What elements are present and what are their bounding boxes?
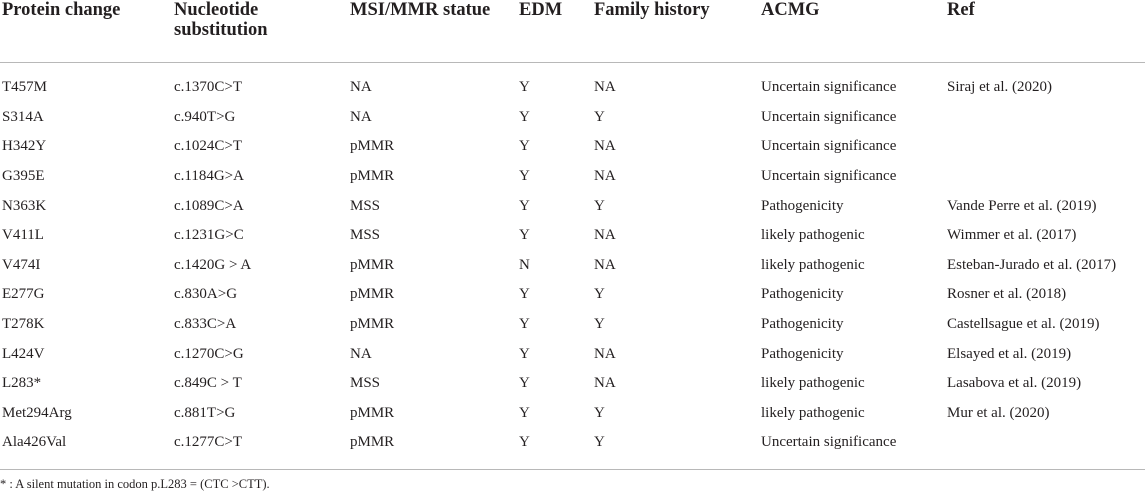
cell-acmg: likely pathogenic xyxy=(761,227,865,244)
cell-acmg: Pathogenicity xyxy=(761,286,844,303)
cell-acmg: likely pathogenic xyxy=(761,375,865,392)
cell-nucleotide: c.940T>G xyxy=(174,108,236,125)
cell-family-history: NA xyxy=(594,227,616,244)
cell-edm: Y xyxy=(519,227,530,244)
cell-ref xyxy=(947,428,1145,458)
cell-nucleotide: c.1089C>A xyxy=(174,197,244,214)
cell-family-history: NA xyxy=(594,168,616,185)
cell-edm: N xyxy=(519,256,530,273)
cell-nucleotide: c.1420G > A xyxy=(174,256,252,273)
cell-msi-mmr: pMMR xyxy=(350,286,395,303)
cell-msi-mmr: NA xyxy=(350,79,372,96)
header-protein-change: Protein change xyxy=(2,0,121,20)
cell-edm: Y xyxy=(519,79,530,96)
cell-nucleotide: c.1277C>T xyxy=(174,434,243,451)
cell-edm: Y xyxy=(519,345,530,362)
cell-msi-mmr: pMMR xyxy=(350,138,395,155)
cell-msi-mmr: NA xyxy=(350,108,372,125)
cell-ref: Castellsague et al. (2019) xyxy=(947,316,1100,333)
cell-msi-mmr: pMMR xyxy=(350,404,395,421)
cell-ref: Elsayed et al. (2019) xyxy=(947,345,1072,362)
cell-ref xyxy=(947,132,1145,162)
cell-edm: Y xyxy=(519,168,530,185)
table-row xyxy=(0,221,1145,251)
table-row xyxy=(0,162,1145,192)
cell-family-history: Y xyxy=(594,434,605,451)
header-edm: EDM xyxy=(519,0,563,20)
cell-acmg: Pathogenicity xyxy=(761,316,844,333)
cell-ref xyxy=(947,162,1145,192)
table-header xyxy=(0,0,1145,63)
cell-acmg: Pathogenicity xyxy=(761,197,844,214)
cell-edm: Y xyxy=(519,286,530,303)
cell-edm: Y xyxy=(519,197,530,214)
cell-family-history: Y xyxy=(594,404,605,421)
cell-family-history: NA xyxy=(594,345,616,362)
cell-acmg: Uncertain significance xyxy=(761,108,897,125)
cell-msi-mmr: pMMR xyxy=(350,434,395,451)
table-bottom-rule xyxy=(0,469,1145,470)
header-msi-mmr-statue: MSI/MMR statue xyxy=(350,0,491,20)
cell-edm: Y xyxy=(519,404,530,421)
cell-nucleotide: c.830A>G xyxy=(174,286,238,303)
cell-nucleotide: c.881T>G xyxy=(174,404,236,421)
cell-protein-change: V411L xyxy=(2,227,44,244)
cell-nucleotide: c.849C > T xyxy=(174,375,242,392)
cell-nucleotide: c.833C>A xyxy=(174,316,237,333)
cell-protein-change: S314A xyxy=(2,108,44,125)
cell-ref: Siraj et al. (2020) xyxy=(947,79,1052,96)
cell-msi-mmr: MSS xyxy=(350,197,381,214)
cell-acmg: Uncertain significance xyxy=(761,168,897,185)
header-nucleotide-substitution: Nucleotide substitution xyxy=(174,0,268,40)
cell-protein-change: Met294Arg xyxy=(2,404,72,421)
cell-edm: Y xyxy=(519,138,530,155)
cell-ref: Wimmer et al. (2017) xyxy=(947,227,1077,244)
table-footnote: * : A silent mutation in codon p.L283 = (CTC >CTT). xyxy=(0,477,270,491)
header-acmg: ACMG xyxy=(761,0,820,20)
table-row xyxy=(0,280,1145,310)
cell-protein-change: H342Y xyxy=(2,138,47,155)
cell-family-history: Y xyxy=(594,286,605,303)
cell-nucleotide: c.1024C>T xyxy=(174,138,243,155)
cell-edm: Y xyxy=(519,316,530,333)
cell-protein-change: N363K xyxy=(2,197,47,214)
cell-msi-mmr: NA xyxy=(350,345,372,362)
cell-acmg: likely pathogenic xyxy=(761,256,865,273)
cell-acmg: Pathogenicity xyxy=(761,345,844,362)
header-family-history: Family history xyxy=(594,0,710,20)
header-row xyxy=(0,0,1145,63)
cell-protein-change: Ala426Val xyxy=(2,434,67,451)
cell-family-history: NA xyxy=(594,138,616,155)
cell-msi-mmr: MSS xyxy=(350,227,381,244)
cell-ref: Rosner et al. (2018) xyxy=(947,286,1067,303)
table-row xyxy=(0,191,1145,221)
cell-family-history: Y xyxy=(594,197,605,214)
cell-acmg: likely pathogenic xyxy=(761,404,865,421)
cell-family-history: NA xyxy=(594,256,616,273)
table-row xyxy=(0,63,1145,103)
cell-family-history: NA xyxy=(594,375,616,392)
cell-edm: Y xyxy=(519,108,530,125)
cell-nucleotide: c.1270C>G xyxy=(174,345,244,362)
cell-edm: Y xyxy=(519,434,530,451)
table-row xyxy=(0,310,1145,340)
cell-protein-change: L424V xyxy=(2,345,45,362)
cell-protein-change: V474I xyxy=(2,256,41,273)
cell-ref: Esteban-Jurado et al. (2017) xyxy=(947,256,1117,273)
cell-msi-mmr: pMMR xyxy=(350,256,395,273)
cell-nucleotide: c.1231G>C xyxy=(174,227,244,244)
table-row xyxy=(0,103,1145,133)
cell-edm: Y xyxy=(519,375,530,392)
cell-msi-mmr: MSS xyxy=(350,375,381,392)
cell-family-history: Y xyxy=(594,316,605,333)
cell-family-history: NA xyxy=(594,79,616,96)
cell-ref xyxy=(947,103,1145,133)
cell-acmg: Uncertain significance xyxy=(761,434,897,451)
table-row xyxy=(0,399,1145,429)
cell-protein-change: T457M xyxy=(2,79,47,96)
cell-msi-mmr: pMMR xyxy=(350,168,395,185)
cell-family-history: Y xyxy=(594,108,605,125)
cell-nucleotide: c.1184G>A xyxy=(174,168,244,185)
table-row xyxy=(0,132,1145,162)
cell-protein-change: T278K xyxy=(2,316,45,333)
cell-ref: Lasabova et al. (2019) xyxy=(947,375,1082,392)
table-body xyxy=(0,63,1145,458)
cell-ref: Mur et al. (2020) xyxy=(947,404,1050,421)
table-row xyxy=(0,369,1145,399)
cell-nucleotide: c.1370C>T xyxy=(174,79,243,96)
cell-protein-change: E277G xyxy=(2,286,45,303)
cell-ref: Vande Perre et al. (2019) xyxy=(947,197,1097,214)
table-row xyxy=(0,428,1145,458)
header-ref: Ref xyxy=(947,0,975,20)
table-row xyxy=(0,251,1145,281)
cell-acmg: Uncertain significance xyxy=(761,138,897,155)
cell-acmg: Uncertain significance xyxy=(761,79,897,96)
table-row xyxy=(0,339,1145,369)
cell-protein-change: G395E xyxy=(2,168,45,185)
cell-protein-change: L283* xyxy=(2,375,42,392)
cell-msi-mmr: pMMR xyxy=(350,316,395,333)
